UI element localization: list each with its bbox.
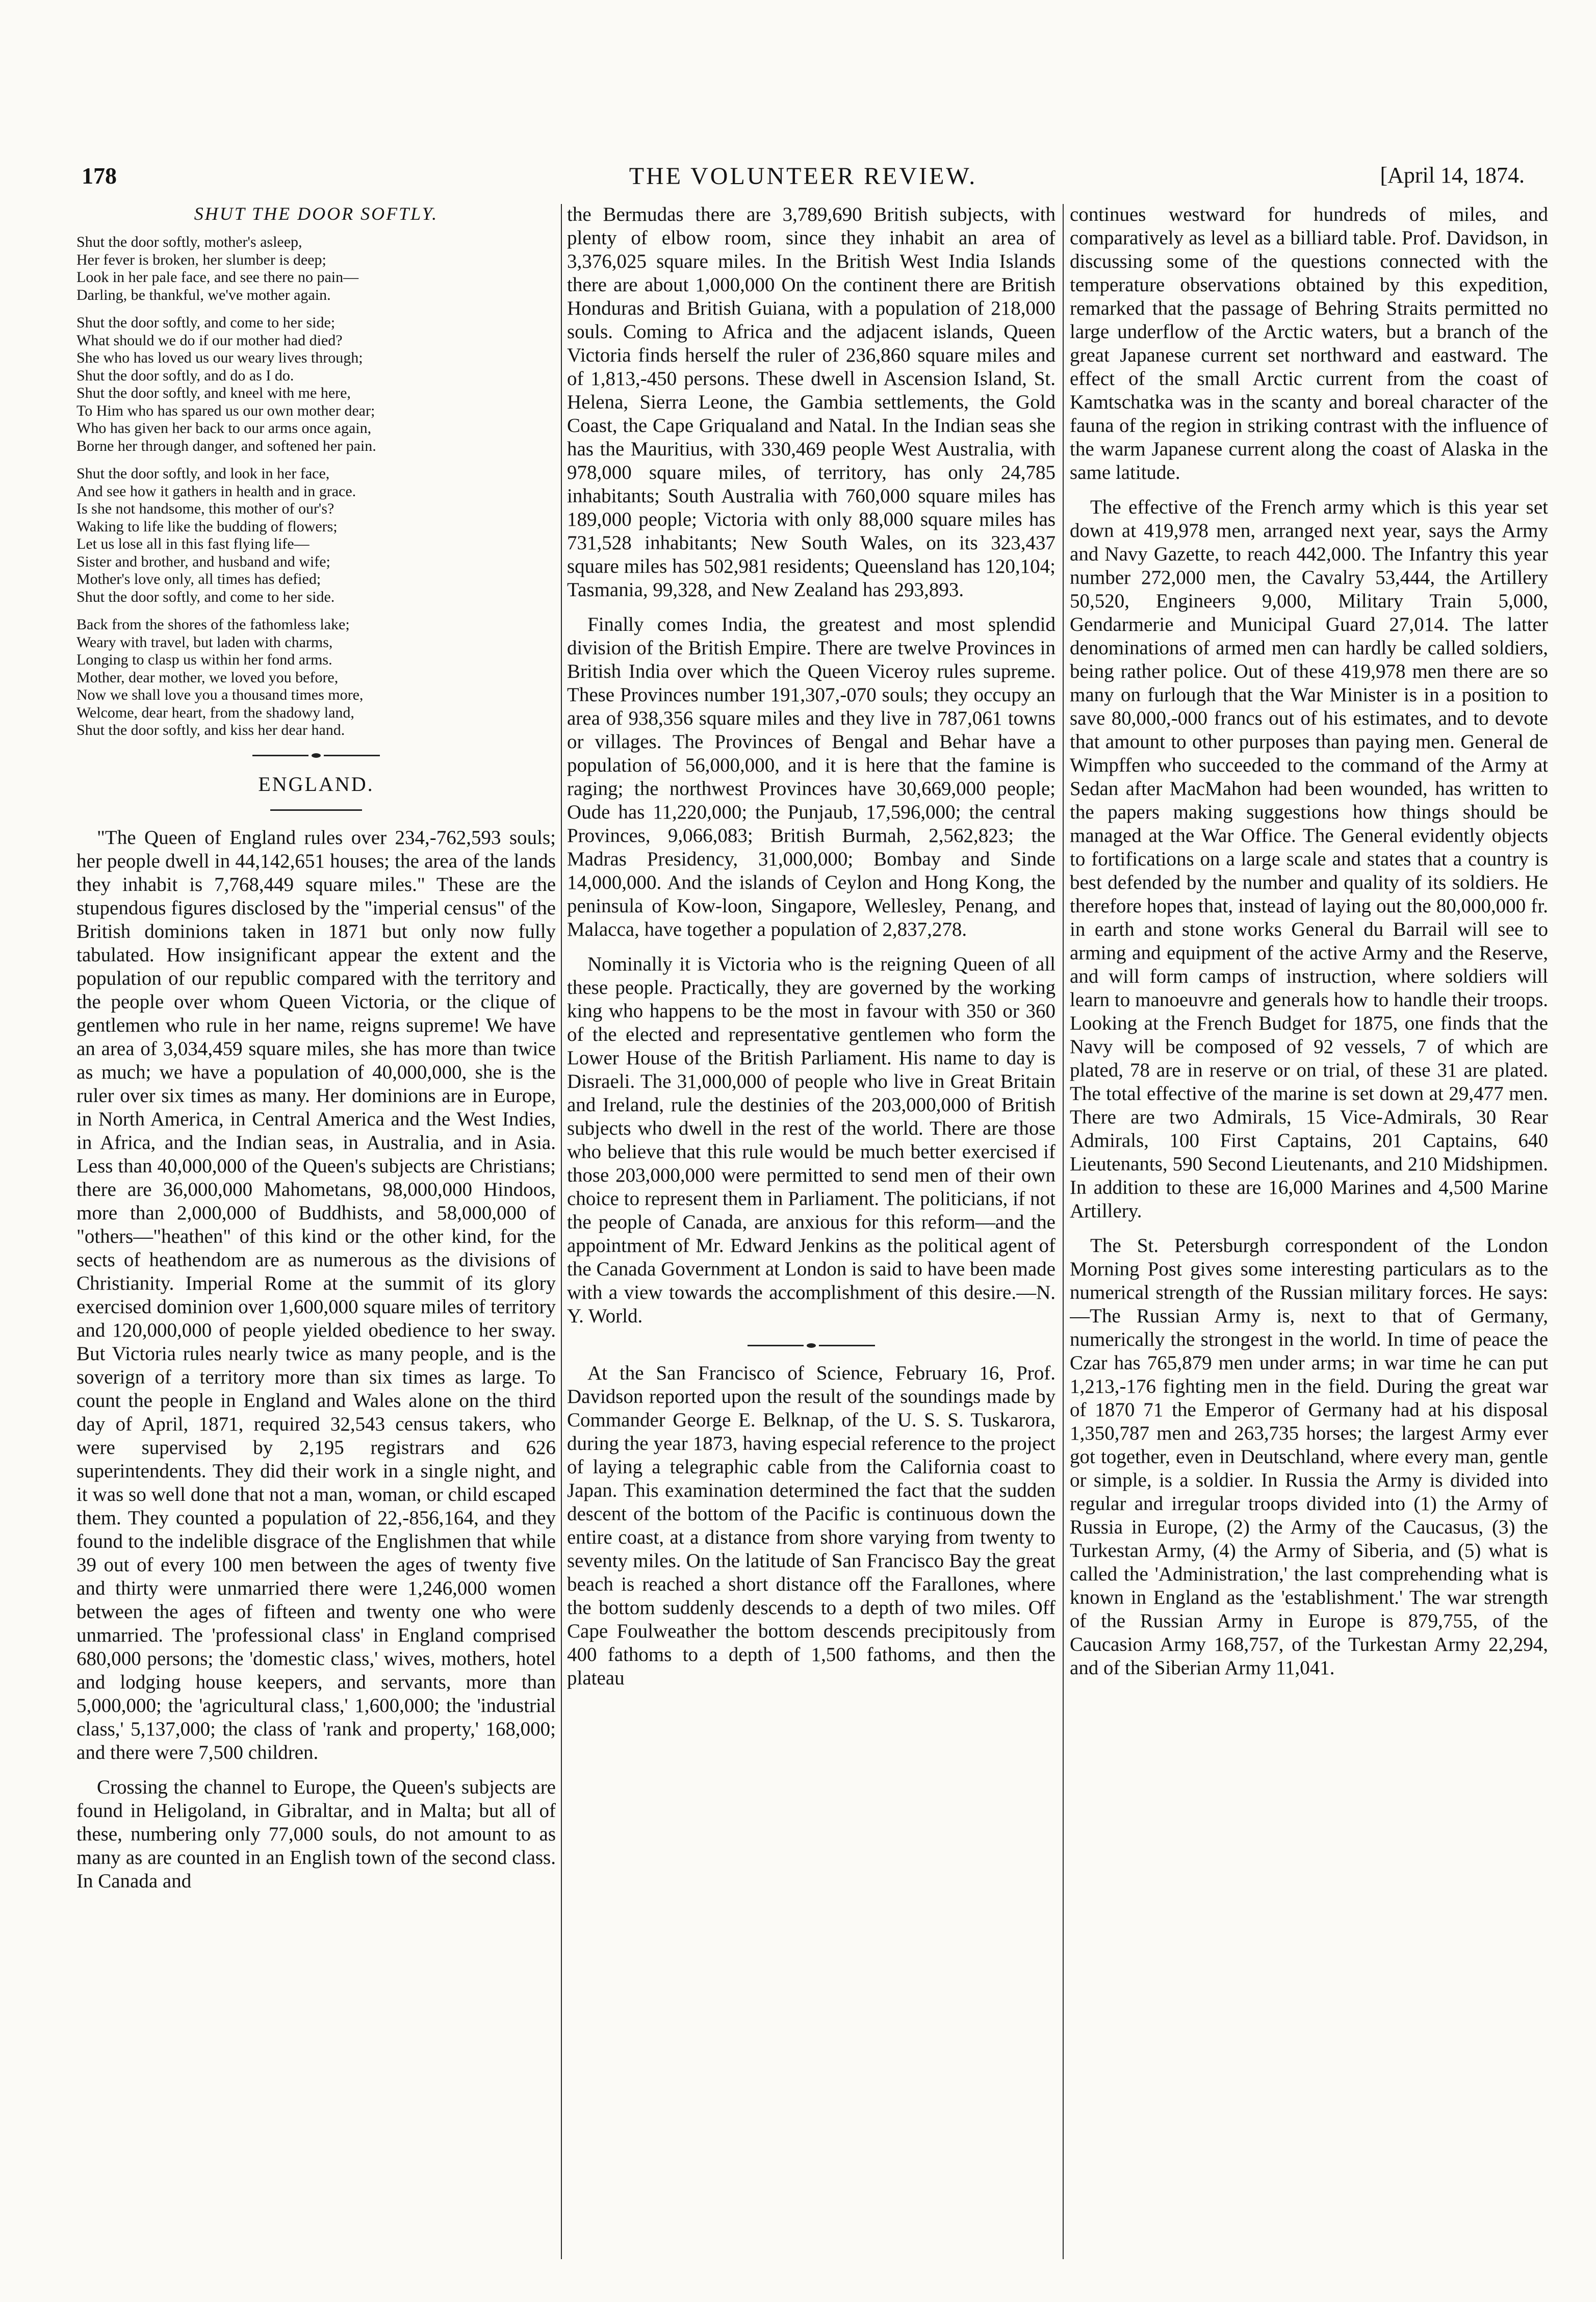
poem-line: Darling, be thankful, we've mother again.	[76, 286, 331, 303]
section-ornament	[76, 750, 556, 762]
poem-line: Her fever is broken, her slumber is deep;	[76, 251, 326, 268]
article-paragraph: "The Queen of England rules over 234,-762,593 souls; her people dwell in 44,142,651 houses; the area of the lands they inhabit is 7,768,449 square miles." These are the stupendous figures disclosed by the "imperial census" of the British dominions taken in 1871 but only now fully tabulated. How insignificant appear the extent and the population of our republic compared with the territory and the people over whom Queen Victoria, or the clique of gentlemen who rule in her name, reigns supreme! We have an area of 3,034,459 square miles, she has more than twice as much; we have a population of 40,000,000, she is the ruler over six times as many. Her dominions are in Europe, in North America, in Central America and the West Indies, in Africa, and the Indian seas, in Australia, and in Asia. Less than 40,000,000 of the Queen's subjects are Christians; there are 36,000,000 Mahometans, 98,000,000 Hindoos, more than 2,000,000 of Buddhists, and 58,000,000 of "others—"heathen" of this kind or the other kind, for the sects of heathendom are as numerous as the divisions of Christianity. Imperial Rome at the summit of its glory exercised dominion over 1,600,000 square miles of territory and 120,000,000 of people yielded obedience to her sway. But Victoria rules nearly twice as many people, and is the soverign of a territory more than six times as large. To count the people in England and Wales alone on the third day of April, 1871, required 32,543 census takers, who were supervised by 2,195 registrars and 626 superintendents. They did their work in a single night, and it was so well done that not a man, woman, or child escaped them. They counted a population of 22,-856,164, and they found to the indelible disgrace of the Englishmen that while 39 out of every 100 men between the ages of twenty five and thirty were unmarried there were 1,246,000 women between the ages of fifteen and twenty one who were unmarried. The 'professional class' in England comprised 680,000 persons; the 'domestic class,' wives, mothers, hotel and lodging house keepers, and servants, more than 5,000,000; the 'agricultural class,' 1,600,000; the 'industrial class,' 5,137,000; the class of 'rank and property,' 168,000; and there were 7,500 children.	[76, 826, 556, 1763]
poem-line: What should we do if our mother had died?	[76, 331, 343, 349]
section-ornament	[567, 1339, 1056, 1351]
poem-line: Mother's love only, all times has defied;	[76, 571, 321, 587]
article-paragraph: The effective of the French army which is this year set down at 419,978 men, arranged next year, says the Army and Navy Gazette, to reach 442,000. The Infantry this year number 272,000 men, the Cavalry 53,444, the Artillery 50,520, Engineers 9,000, Military Train 5,000, Gendarmerie and Municipal Guard 27,014. The latter denominations of armed men can hardly be called soldiers, being rather police. Out of these 419,978 men there are so many on furlough that the War Minister is in a position to save 80,000,-000 francs out of his estimates, and to devote that amount to other purposes than paying men. General de Wimpffen who succeeded to the command of the Army at Sedan after MacMahon had been wounded, has written to the papers making suggestions how things should be managed at the War Office. The General evidently objects to fortifications on a large scale and states that a country is best defended by the number and quality of its soldiers. He therefore hopes that, instead of laying out the 80,000,000 fr. in earth and stone works General du Barrail will see to arming and equipment of the active Army and the Reserve, and will form camps of instruction, where soldiers will learn to manoeuvre and generals how to handle their troops. Looking at the French Budget for 1875, one finds that the Navy will be composed of 92 vessels, 7 of which are plated, 78 are in reserve or on trial, of these 31 are plated. The total effective of the marine is set down at 29,477 men. There are two Admirals, 15 Vice-Admirals, 30 Rear Admirals, 100 First Captains, 201 Captains, 640 Lieutenants, 590 Second Lieutenants, and 210 Midshipmen. In addition to these are 16,000 Marines and 4,500 Marine Artillery.	[1070, 496, 1548, 1222]
poem-stanza	[76, 465, 556, 606]
column-2	[567, 203, 1056, 2279]
poem-line: She who has loved us our weary lives through;	[76, 349, 363, 366]
page-header	[82, 162, 1525, 196]
poem-line: Shut the door softly, and kiss her dear hand.	[76, 722, 345, 738]
poem-line: To Him who has spared us our own mother dear;	[76, 402, 375, 419]
issue-date: [April 14, 1874.	[1380, 163, 1525, 188]
heading-rule	[270, 809, 362, 811]
poem-line: Sister and brother, and husband and wife;	[76, 553, 330, 570]
article-paragraph: At the San Francisco of Science, February 16, Prof. Davidson reported upon the result of the soundings made by Commander George E. Belknap, of the U. S. S. Tuskarora, during the year 1873, having especial reference to the project of laying a telegraphic cable from the California coast to Japan. This examination determined the fact that the sudden descent of the bottom of the Pacific is continuous down the entire coast, at a distance from shore varying from twenty to seventy miles. On the latitude of San Francisco Bay the great beach is reached a short distance off the Farallones, where the bottom suddenly descends to a depth of two miles. Off Cape Foulweather the bottom descends precipitously from 400 fathoms to a depth of 1,500 fathoms, and then the plateau	[567, 1362, 1056, 1689]
poem-stanza	[76, 234, 556, 304]
article-paragraph: continues westward for hundreds of miles, and comparatively as level as a billiard table. Prof. Davidson, in discussing some of the questions connected with the temperature observations obtained by this expedition, remarked that the passage of Behring Straits permitted no large underflow of the Arctic waters, but a branch of the great Japanese current set northward and eastward. The effect of the small Arctic current from the coast of Kamtschatka was in the scanty and boreal character of the fauna of the region in striking contrast with the influence of the warm Japanese current along the coast of Alaska in the same latitude.	[1070, 203, 1548, 483]
article-paragraph: Nominally it is Victoria who is the reigning Queen of all these people. Practically, they are governed by the working king who happens to be the most in favour with 350 or 360 of the elected and representative gentlemen who form the Lower House of the British Parliament. His name to day is Disraeli. The 31,000,000 of people who live in Great Britain and Ireland, rule the destinies of the 203,000,000 of British subjects who dwell in the rest of the world. There are those who believe that this rule would be much better exercised if those 203,000,000 were permitted to send men of their own choice to represent them in Parliament. The politicians, if not the people of Canada, are anxious for this reform—and the appointment of Mr. Edward Jenkins as the political agent of the Canada Government at London is said to have been made with a view towards the accomplishment of this desire.—N. Y. World.	[567, 953, 1056, 1327]
column-rule	[1063, 204, 1064, 2259]
newspaper-title: THE VOLUNTEER REVIEW.	[629, 163, 977, 190]
article-paragraph: Finally comes India, the greatest and most splendid division of the British Empire. There are twelve Provinces in British India over which the Queen Viceroy rules supreme. These Provinces number 191,307,-070 souls; they occupy an area of 938,356 square miles and they live in 787,061 towns or villages. The Provinces of Bengal and Behar have a population of 56,000,000, and it is here that the famine is raging; the northwest Provinces have 30,669,000 people; Oude has 11,220,000; the Punjaub, 17,596,000; the central Provinces, 9,066,083; British Burmah, 2,562,823; the Madras Presidency, 31,000,000; Bombay and Sinde 14,000,000. And the islands of Ceylon and Hong Kong, the peninsula of Kow-loon, Singapore, Wellesley, Penang, and Malacca, have together a population of 2,837,278.	[567, 613, 1056, 940]
poem-line: Mother, dear mother, we loved you before,	[76, 669, 339, 686]
poem-line: Welcome, dear heart, from the shadowy land,	[76, 704, 354, 721]
column-3	[1070, 203, 1548, 2279]
article-paragraph: the Bermudas there are 3,789,690 British subjects, with plenty of elbow room, since they inhabit an area of 3,376,025 square miles. In the British West India Islands there are about 1,000,000 On the continent there are British Honduras and British Guiana, with a population of 218,000 souls. Coming to Africa and the adjacent islands, Queen Victoria finds herself the ruler of 236,860 square miles and of 1,813,-450 persons. These dwell in Ascension Island, St. Helena, Sierra Leone, the Gambia settlements, the Gold Coast, the Cape Griqualand and Natal. In the Indian seas she has the Mauritius, with 330,469 people West Australia, with 978,000 square miles, of territory, has only 24,785 inhabitants; South Australia with 760,000 square miles has 189,000 people; Victoria with only 88,000 square miles has 731,528 inhabitants; New South Wales, on its 323,437 square miles has 502,981 residents; Queensland has 120,104; Tasmania, 99,328, and New Zealand has 293,893.	[567, 203, 1056, 601]
section-heading-england: ENGLAND.	[258, 772, 374, 796]
poem-line: Longing to clasp us within her fond arms.	[76, 651, 332, 668]
poem-line: Weary with travel, but laden with charms,	[76, 633, 333, 651]
poem-line: Shut the door softly, and look in her face,	[76, 465, 330, 482]
poem-line: Shut the door softly, and do as I do.	[76, 367, 294, 384]
poem-line: Who has given her back to our arms once again,	[76, 420, 372, 437]
poem-line: Shut the door softly, mother's asleep,	[76, 234, 302, 250]
poem-line: Back from the shores of the fathomless lake;	[76, 616, 350, 633]
column-rule	[561, 204, 562, 2259]
page-number: 178	[82, 163, 117, 189]
column-1	[76, 203, 556, 2279]
poem-line: Shut the door softly, and come to her side.	[76, 588, 335, 605]
poem-line: Waking to life like the budding of flowers;	[76, 518, 338, 535]
article-paragraph: The St. Petersburgh correspondent of the London Morning Post gives some interesting particulars as to the numerical strength of the Russian military forces. He says:—The Russian Army is, next to that of Germany, numerically the strongest in the world. In time of peace the Czar has 765,879 men under arms; in war time he can put 1,213,-176 fighting men in the field. During the great war of 1870 71 the Emperor of Germany had at his disposal 1,350,787 men and 263,735 horses; the largest Army ever got together, even in Deutschland, where every man, gentle or simple, is a soldier. In Russia the Army is divided into regular and irregular troops divided into (1) the Army of Russia in Europe, (2) the Army of the Caucasus, (3) the Turkestan Army, (4) the Army of Siberia, and (5) what is called the 'Administration,' the last comprehending what is known in England as the 'establishment.' The war strength of the Russian Army in Europe is 879,755, of the Caucasion Army 168,757, of the Turkestan Army 22,294, and of the Siberian Army 11,041.	[1070, 1235, 1548, 1679]
poem-body	[76, 234, 556, 739]
article-paragraph: Crossing the channel to Europe, the Queen's subjects are found in Heligoland, in Gibraltar, and in Malta; but all of these, numbering only 77,000 souls, do not amount to as many as are counted in an English town of the second class. In Canada and	[76, 1776, 556, 1892]
poem-line: Now we shall love you a thousand times more,	[76, 686, 364, 703]
poem-line: Borne her through danger, and softened her pain.	[76, 437, 376, 454]
poem-line: Look in her pale face, and see there no pain—	[76, 269, 359, 286]
poem-stanza	[76, 314, 556, 455]
poem-line: And see how it gathers in health and in grace.	[76, 482, 356, 500]
poem-stanza	[76, 616, 556, 739]
poem-line: Shut the door softly, and come to her side;	[76, 314, 336, 331]
poem-line: Is she not handsome, this mother of our's?	[76, 500, 334, 517]
poem-line: Let us lose all in this fast flying life—	[76, 535, 310, 552]
poem-line: Shut the door softly, and kneel with me here,	[76, 385, 351, 401]
poem-title: SHUT THE DOOR SOFTLY.	[194, 203, 439, 224]
